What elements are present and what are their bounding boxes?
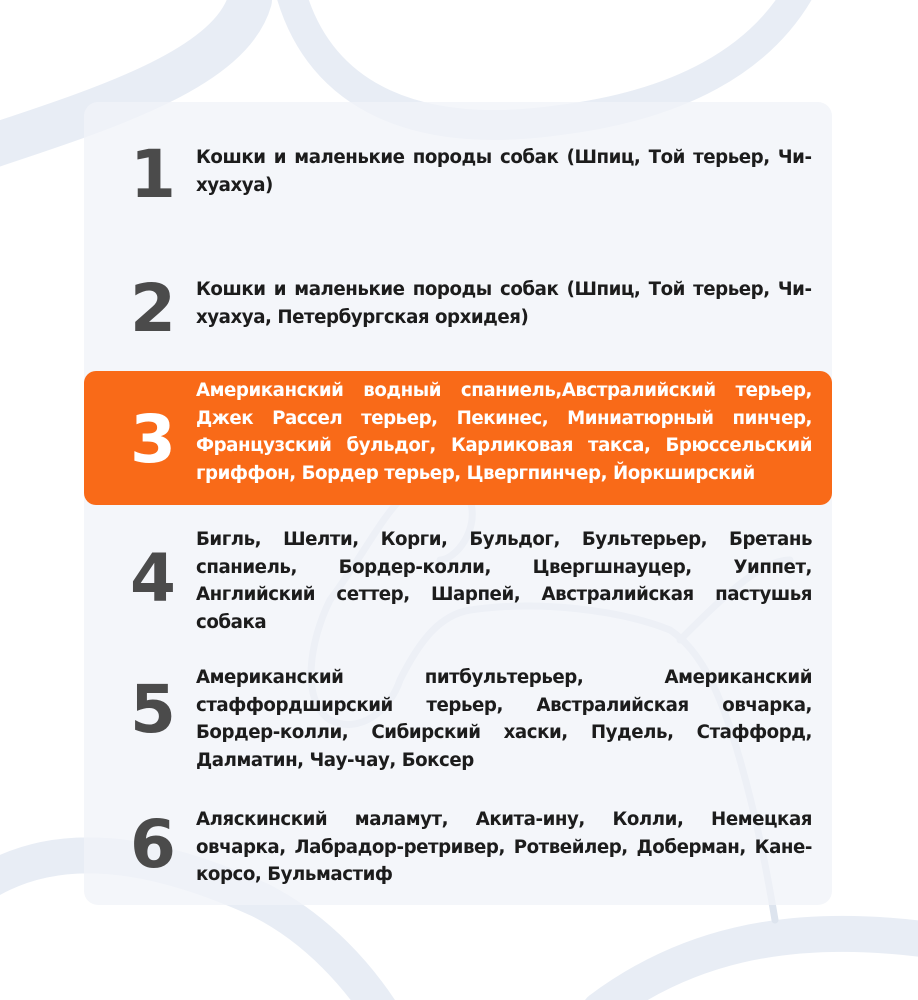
breed-group-2 (84, 260, 832, 360)
group-number-6: 6 (130, 806, 175, 883)
group-breeds-1: Кошки и маленькие породы собак (Шпиц, Той терьер, Чихуахуа) (196, 147, 812, 196)
breed-group-6 (84, 790, 832, 890)
group-breeds-5: Американский питбультерьер, Американский стаффордширский терьер, Австралийская овчарка, Бордер-колли, Сибирский хаски, Пудель, Стаффорд, Далматин, Чау-чау, Боксер (196, 667, 812, 771)
group-breeds-3: Американский водный спаниель,Австралийский терьер, Джек Рассел терьер, Пекинес, Миниатюрный пинчер, Французский бульдог, Карликовая такса, Брюссельский гриффон, Бордер терьер, Цвергпинчер, Йоркширский (196, 380, 812, 484)
group-breeds-2: Кошки и маленькие породы собак (Шпиц, Той терьер, Чихуахуа, Петербургская орхидея) (196, 279, 812, 328)
breed-group-5 (84, 651, 832, 777)
group-number-4: 4 (130, 540, 175, 617)
group-breeds-4: Бигль, Шелти, Корги, Бульдог, Бультерьер, Бретань спаниель, Бордер-колли, Цвергшнауцер, Уиппет, Английский сеттер, Шарпей, Австралийская пастушья собака (196, 529, 812, 633)
group-number-3: 3 (130, 401, 175, 478)
breed-group-4 (84, 512, 832, 638)
group-breeds-6: Аляскинский маламут, Акита-ину, Колли, Немецкая овчарка, Лабрадор-ретривер, Ротвейлер, Доберман, Кане-корсо, Бульмастиф (196, 809, 812, 885)
breed-group-1 (84, 128, 832, 218)
group-number-1: 1 (130, 136, 175, 213)
group-number-2: 2 (130, 270, 175, 347)
bg-curve-bottom-right (600, 934, 918, 1000)
group-number-5: 5 (130, 671, 175, 748)
breed-group-3 (84, 371, 832, 505)
